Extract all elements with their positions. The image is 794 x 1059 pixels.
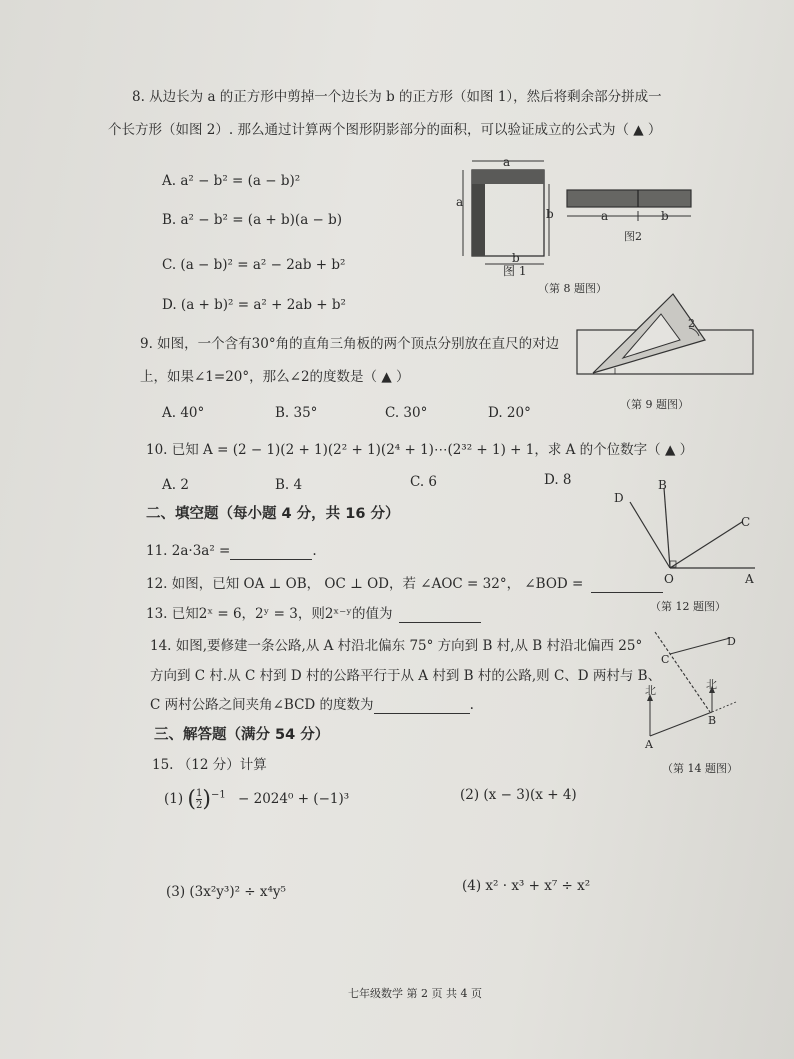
q14-label-a: A bbox=[645, 738, 653, 751]
q11-answer-blank[interactable] bbox=[230, 559, 312, 560]
section3-heading: 三、解答题（满分 54 分） bbox=[154, 727, 330, 743]
q8-fig1-label: 图 1 bbox=[503, 264, 527, 278]
section2-heading: 二、填空题（每小题 4 分，共 16 分） bbox=[146, 506, 400, 522]
page-footer: 七年级数学 第 2 页 共 4 页 bbox=[348, 987, 482, 1000]
q10-option-b: B. 4 bbox=[275, 477, 303, 493]
q15-part1-rest: − 2024⁰ + (−1)³ bbox=[238, 791, 350, 807]
q9-line1: 9. 如图，一个含有30°角的直角三角板的两个顶点分别放在直尺的对边 bbox=[140, 336, 560, 352]
q9-option-b: B. 35° bbox=[275, 405, 318, 421]
q15-part3: (3) (3x²y³)² ÷ x⁴y⁵ bbox=[166, 884, 286, 900]
q14-prompt: C 两村公路之间夹角∠BCD 的度数为 bbox=[150, 697, 374, 713]
q9-caption: （第 9 题图） bbox=[620, 398, 689, 411]
q8-option-a: A. a² − b² = (a − b)² bbox=[162, 173, 301, 189]
q14-line3 bbox=[150, 696, 474, 714]
q8-fig1-b-right: b bbox=[546, 207, 554, 221]
q8-fig1-a-left: a bbox=[456, 195, 464, 209]
q8-fig1-b-bottom: b bbox=[512, 251, 520, 265]
q15-part1-lparen: ( bbox=[187, 787, 197, 812]
q11-prompt: 11. 2a·3a² = bbox=[146, 543, 231, 559]
q8-option-b: B. a² − b² = (a + b)(a − b) bbox=[162, 212, 343, 228]
q15-part1-number: (1) bbox=[164, 791, 184, 807]
q12-label-d: D bbox=[614, 491, 624, 505]
q8-fig2-a: a bbox=[601, 209, 609, 223]
q9-angle2-label: 2 bbox=[688, 317, 695, 330]
q14-line2: 方向到 C 村.从 C 村到 D 村的公路平行于从 A 村到 B 村的公路,则 C、D 两村与 B、 bbox=[150, 668, 662, 684]
q8-line2: 个长方形（如图 2）. 那么通过计算两个图形阴影部分的面积，可以验证成立的公式为（ ▲ ） bbox=[108, 122, 662, 138]
q14-label-c: C bbox=[661, 653, 670, 666]
q8-option-c: C. (a − b)² = a² − 2ab + b² bbox=[162, 257, 346, 273]
q14-answer-blank[interactable] bbox=[374, 713, 470, 714]
q15-part1-rparen: ) bbox=[202, 787, 211, 812]
q9-option-d: D. 20° bbox=[488, 405, 531, 421]
q15-part1-frac-num: 1 bbox=[196, 788, 203, 799]
q10-text: 10. 已知 A = (2 − 1)(2 + 1)(2² + 1)(2⁴ + 1)⋯(2³² + 1) + 1，求 A 的个位数字（ ▲ ） bbox=[146, 442, 694, 458]
q15-part1-frac-den: 2 bbox=[196, 800, 203, 811]
q10-option-c: C. 6 bbox=[410, 474, 438, 490]
q11-end: . bbox=[312, 543, 317, 559]
q14-label-d: D bbox=[727, 635, 736, 648]
q15-part1-exp: −1 bbox=[210, 789, 226, 801]
q8-fig1-a-top: a bbox=[503, 155, 511, 169]
q12-caption: （第 12 题图） bbox=[650, 600, 726, 613]
q12-label-a: A bbox=[745, 572, 754, 586]
q12-label-c: C bbox=[741, 515, 751, 529]
q13-answer-blank[interactable] bbox=[399, 622, 481, 623]
q12-answer-blank[interactable] bbox=[591, 592, 663, 593]
q8-caption: （第 8 题图） bbox=[538, 282, 607, 295]
q15-part2: (2) (x − 3)(x + 4) bbox=[460, 787, 577, 803]
q15-part4: (4) x² · x³ + x⁷ ÷ x² bbox=[462, 878, 591, 894]
q12-figure bbox=[620, 478, 760, 578]
q14-label-north2: 北 bbox=[706, 678, 717, 691]
q15-heading: 15. （12 分）计算 bbox=[152, 757, 267, 773]
q10-option-d: D. 8 bbox=[544, 472, 572, 488]
q8-line1: 8. 从边长为 a 的正方形中剪掉一个边长为 b 的正方形（如图 1），然后将剩余部分拼成一 bbox=[132, 89, 662, 105]
q14-end: . bbox=[469, 697, 474, 713]
q10-option-a: A. 2 bbox=[162, 477, 189, 493]
q8-figure-2 bbox=[565, 185, 695, 230]
q12-label-b: B bbox=[658, 478, 667, 492]
q12-label-o: O bbox=[664, 572, 674, 586]
q14-caption: （第 14 题图） bbox=[662, 762, 738, 775]
q15-part1 bbox=[164, 788, 349, 811]
q8-fig2-b: b bbox=[661, 209, 669, 223]
q11-text bbox=[146, 542, 317, 560]
q14-label-north1: 北 bbox=[645, 684, 656, 697]
q9-option-c: C. 30° bbox=[385, 405, 428, 421]
q8-fig2-label: 图2 bbox=[624, 230, 642, 243]
q9-line2: 上，如果∠1=20°，那么∠2的度数是（ ▲ ） bbox=[140, 369, 410, 385]
q12-prompt: 12. 如图，已知 OA ⊥ OB， OC ⊥ OD，若 ∠AOC = 32°， ∠BOD = bbox=[146, 576, 584, 592]
q14-line1: 14. 如图,要修建一条公路,从 A 村沿北偏东 75° 方向到 B 村,从 B 村沿北偏西 25° bbox=[150, 638, 643, 654]
q12-text bbox=[146, 575, 663, 593]
q9-figure bbox=[575, 288, 755, 378]
q9-option-a: A. 40° bbox=[162, 405, 205, 421]
q14-label-b: B bbox=[708, 714, 717, 727]
q8-option-d: D. (a + b)² = a² + 2ab + b² bbox=[162, 297, 346, 313]
q13-prompt: 13. 已知2ˣ = 6，2ʸ = 3，则2ˣ⁻ʸ的值为 bbox=[146, 606, 393, 622]
q13-text bbox=[146, 605, 481, 623]
